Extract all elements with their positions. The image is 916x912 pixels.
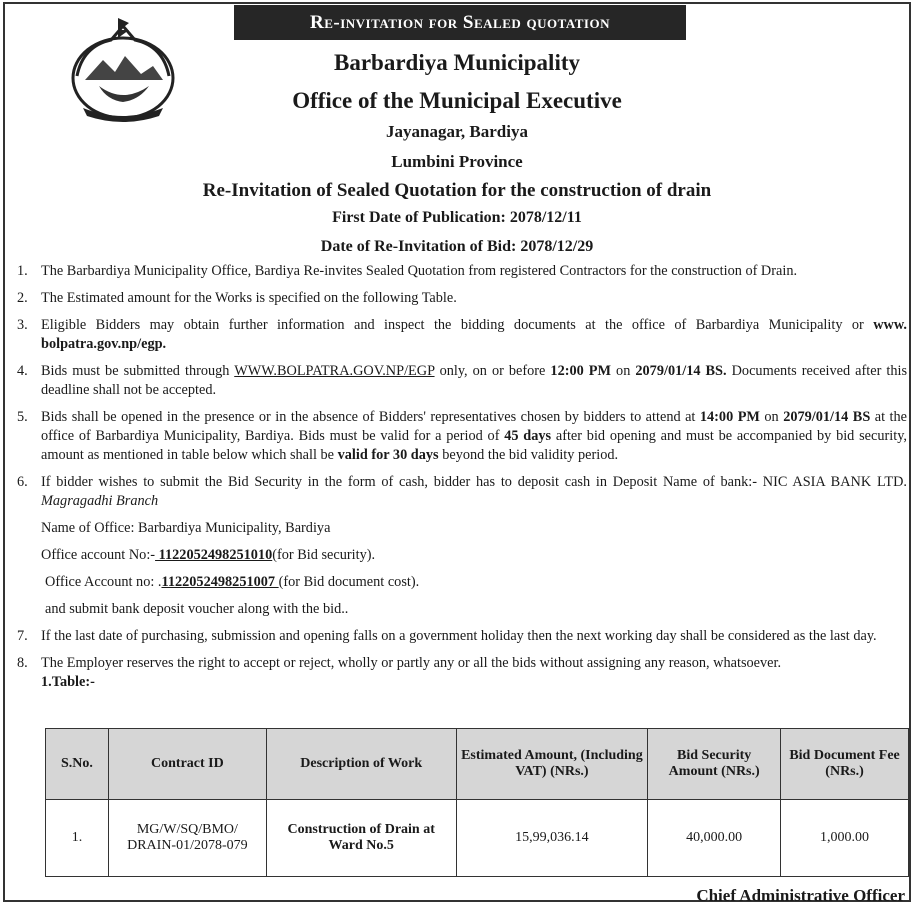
- column-header-document-fee: Bid Document Fee (NRs.): [781, 729, 909, 800]
- notice-title: Re-Invitation of Sealed Quotation for the construction of drain: [202, 180, 712, 201]
- opening-time: 14:00 PM: [699, 409, 760, 425]
- item-text-part: on: [759, 409, 784, 425]
- cell-document-fee: 1,000.00: [781, 800, 909, 877]
- item-text-part: Bids shall be opened in the presence or in the absence of Bidders' representatives chosen by bidders to attend at: [41, 409, 700, 425]
- account-label: Office Account no: .: [45, 574, 162, 590]
- validity-period: 45 days: [504, 428, 552, 444]
- item-text-part: on: [611, 363, 636, 379]
- list-item: [17, 362, 907, 400]
- list-item: [17, 627, 907, 646]
- item-text-part: at the office of Barbardiya Municipality, Bardiya. Bids must be valid for a period of: [41, 409, 908, 444]
- reinvitation-date: Date of Re-Invitation of Bid: 2078/12/29: [320, 238, 594, 255]
- cell-description: Construction of Drain at Ward No.5: [266, 800, 456, 877]
- item-text: The Employer reserves the right to accept or reject, wholly or partly any or all the bids without assigning any reason, whatsoever.: [41, 655, 782, 671]
- item-number: 6.: [17, 474, 28, 490]
- opening-date: 2079/01/14 BS: [783, 409, 871, 425]
- municipality-name: Barbardiya Municipality: [334, 50, 580, 75]
- item-text: [41, 473, 907, 511]
- table-label: 1.Table:-: [41, 674, 95, 690]
- notice-body: [17, 262, 907, 692]
- item-text: [41, 408, 907, 465]
- column-header-bid-security: Bid Security Amount (NRs.): [648, 729, 781, 800]
- item-number: 7.: [17, 628, 28, 644]
- notice-page: [3, 2, 911, 905]
- item-text: The Estimated amount for the Works is specified on the following Table.: [41, 290, 457, 306]
- item-text-part: only, on or before: [434, 363, 551, 379]
- item-text-part: after bid opening and must be accompanied by bid security, amount as mentioned in table below which shall be: [41, 428, 907, 463]
- account-number: 1122052498251007: [161, 574, 279, 590]
- item-text: [41, 362, 907, 400]
- table-header-row: [46, 729, 909, 800]
- table-row: [46, 800, 909, 877]
- signatory-title: Chief Administrative Officer: [696, 886, 905, 905]
- account-number: 1122052498251010: [155, 547, 273, 563]
- first-publication-date: First Date of Publication: 2078/12/11: [332, 209, 582, 226]
- item-text-part: Documents received after this deadline shall not be accepted.: [41, 363, 908, 398]
- item-text-part: Bids must be submitted through: [41, 363, 235, 379]
- list-item: [17, 289, 907, 308]
- voucher-line: and submit bank deposit voucher along with the bid..: [45, 601, 349, 617]
- account-note: (for Bid document cost).: [278, 574, 420, 590]
- office-location: Jayanagar, Bardiya: [385, 122, 528, 141]
- account-line-security: [17, 546, 907, 565]
- item-text-part: If bidder wishes to submit the Bid Security in the form of cash, bidder has to deposit cash in Deposit Name of bank:- NIC ASIA BANK LTD.: [41, 474, 907, 490]
- deadline-date: 2079/01/14 BS.: [635, 363, 727, 379]
- list-item: [17, 262, 907, 281]
- item-text-part: Eligible Bidders may obtain further information and inspect the bidding documents at the office of Barbardiya Municipality or: [41, 317, 874, 333]
- cell-sno: 1.: [46, 800, 109, 877]
- account-line-document: [17, 573, 907, 592]
- item-number: 3.: [17, 317, 28, 333]
- list-item: [17, 316, 907, 354]
- column-header-contract-id: Contract ID: [108, 729, 266, 800]
- item-text: If the last date of purchasing, submission and opening falls on a government holiday then the next working day shall be considered as the last day.: [41, 628, 877, 644]
- bid-table: [45, 728, 909, 877]
- column-header-description: Description of Work: [266, 729, 456, 800]
- bolpatra-link[interactable]: WWW.BOLPATRA.GOV.NP/EGP: [234, 363, 435, 379]
- item-number: 4.: [17, 363, 28, 379]
- item-number: 8.: [17, 655, 28, 671]
- cell-bid-security: 40,000.00: [648, 800, 781, 877]
- list-item: [17, 408, 907, 465]
- account-label: Office account No:-: [41, 547, 156, 563]
- list-item: [17, 473, 907, 511]
- account-note: (for Bid security).: [272, 547, 376, 563]
- item-number: 5.: [17, 409, 28, 425]
- security-validity: valid for 30 days: [337, 447, 439, 463]
- list-item: [17, 654, 907, 673]
- item-number: 2.: [17, 290, 28, 306]
- office-name: Office of the Municipal Executive: [292, 88, 622, 113]
- deadline-time: 12:00 PM: [550, 363, 612, 379]
- item-text: The Barbardiya Municipality Office, Bardiya Re-invites Sealed Quotation from registered Contractors for the construction of Drain.: [41, 263, 798, 279]
- notice-banner: Re-invitation for Sealed quotation: [234, 5, 686, 40]
- bank-branch: Magragadhi Branch: [41, 493, 159, 509]
- office-name-line: Name of Office: Barbardiya Municipality, Bardiya: [41, 520, 331, 536]
- egp-link[interactable]: www. bolpatra.gov.np/egp.: [41, 317, 907, 352]
- item-number: 1.: [17, 263, 28, 279]
- item-text: [41, 316, 907, 354]
- item-text-part: beyond the bid validity period.: [438, 447, 619, 463]
- province-name: Lumbini Province: [391, 152, 523, 171]
- cell-contract-id: MG/W/SQ/BMO/ DRAIN-01/2078-079: [108, 800, 266, 877]
- cell-estimated-amount: 15,99,036.14: [456, 800, 648, 877]
- column-header-sno: S.No.: [46, 729, 109, 800]
- column-header-estimated-amount: Estimated Amount, (Including VAT) (NRs.): [456, 729, 648, 800]
